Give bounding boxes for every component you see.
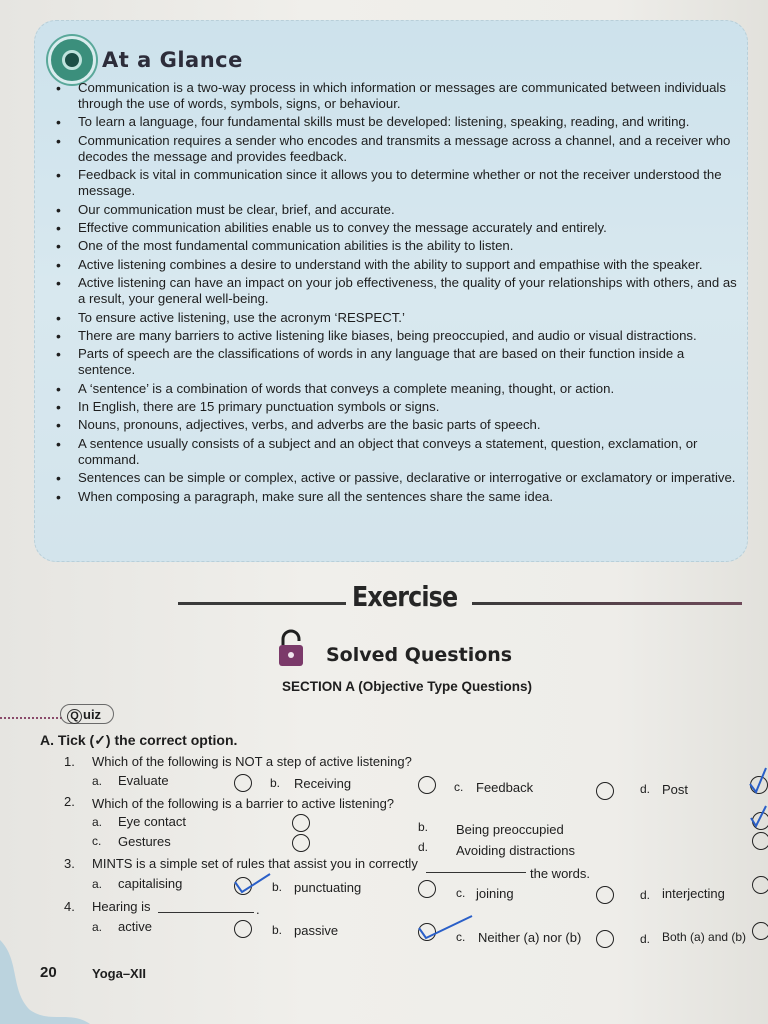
glance-point: • Our communication must be clear, brief, and accurate. [52,202,744,218]
option-letter: d. [640,782,651,796]
glance-point: • To ensure active listening, use the acronym ‘RESPECT.’ [52,310,744,326]
option-letter: c. [456,886,466,900]
option-letter: d. [640,932,651,946]
option-text: Gestures [118,834,171,849]
option-radio[interactable] [292,834,310,852]
option-radio[interactable] [234,920,252,938]
glance-point: • Parts of speech are the classifications of words in any language that are based on their function inside a sentence. [52,346,744,378]
option-radio[interactable] [752,922,768,940]
glance-points [52,80,744,507]
quiz-label: uiz [83,707,102,722]
option-letter: b. [270,776,281,790]
glance-point: • A sentence usually consists of a subject and an object that conveys a statement, question, exclamation, or command. [52,436,744,468]
glance-point: • One of the most fundamental communication abilities is the ability to listen. [52,238,744,254]
option-text: Avoiding distractions [456,843,575,858]
option-radio[interactable] [234,774,252,792]
option-text: Neither (a) nor (b) [478,930,582,945]
glance-point: • Communication is a two-way process in which information or messages are communicated between individuals through the use of words, symbols, signs, or behaviour. [52,80,744,112]
option-radio[interactable] [418,880,436,898]
question-text: MINTS is a simple set of rules that assist you in correctly [92,856,418,871]
divider-left [178,602,346,605]
option-text: Feedback [476,780,534,795]
question-text-end: . [256,902,260,917]
option-radio[interactable] [292,814,310,832]
option-text: Evaluate [118,773,169,788]
glance-title: At a Glance [102,48,243,72]
glance-point: • In English, there are 15 primary punctuation symbols or signs. [52,399,744,415]
question-number: 1. [64,754,75,769]
question-number: 3. [64,856,75,871]
quiz-q-glyph: Q [67,709,82,724]
option-radio[interactable] [752,876,768,894]
option-radio[interactable] [596,886,614,904]
option-radio[interactable] [596,782,614,800]
book-title: Yoga–XII [92,966,146,981]
option-letter: c. [92,834,102,848]
solved-questions-title: Solved Questions [326,644,513,666]
exercise-title: Exercise [352,580,458,613]
option-letter: c. [456,930,466,944]
option-letter: b. [418,820,429,834]
tick-mark-icon [748,766,768,796]
option-text: joining [476,886,514,901]
divider-right [472,602,742,605]
glance-point: • Sentences can be simple or complex, active or passive, declarative or interrogative or exclamatory or imperative. [52,470,744,486]
option-letter: c. [454,780,464,794]
lock-icon [276,628,306,668]
option-text: Being preoccupied [456,822,564,837]
option-text: interjecting [662,886,725,901]
question-text: Which of the following is a barrier to active listening? [92,796,395,811]
answer-blank [426,872,526,873]
option-letter: a. [92,877,103,891]
option-letter: d. [640,888,651,902]
option-letter: b. [272,923,283,937]
option-text: Receiving [294,776,352,791]
option-text: passive [294,923,339,938]
glance-point: • Active listening combines a desire to understand with the ability to support and empathise with the speaker. [52,257,744,273]
glance-point: • Communication requires a sender who encodes and transmits a message across a channel, and a receiver who decodes the message and provides feedback. [52,133,744,165]
part-a-heading: A. Tick (✓) the correct option. [40,732,238,748]
option-text: Post [662,782,689,797]
option-text: punctuating [294,880,362,895]
option-radio[interactable] [752,832,768,850]
option-text: Eye contact [118,814,186,829]
option-radio[interactable] [418,776,436,794]
glance-point: • Active listening can have an impact on your job effectiveness, the quality of your relationships with others, and as a result, your general well-being. [52,275,744,307]
page-number: 20 [40,964,57,981]
section-heading: SECTION A (Objective Type Questions) [282,679,533,694]
option-text: capitalising [118,876,183,891]
option-text: active [118,919,152,934]
glance-point: • A ‘sentence’ is a combination of words that conveys a complete meaning, thought, or action. [52,381,744,397]
question-text: Hearing is [92,899,151,914]
option-text: Both (a) and (b) [662,930,747,944]
glance-point: • When composing a paragraph, make sure all the sentences share the same idea. [52,489,744,505]
option-letter: a. [92,774,103,788]
glance-point: • Effective communication abilities enable us to convey the message accurately and entirely. [52,220,744,236]
answer-blank [158,912,254,913]
target-icon [48,36,96,84]
option-letter: a. [92,920,103,934]
question-number: 2. [64,794,75,809]
question-text-end: the words. [530,866,590,881]
option-radio[interactable] [596,930,614,948]
question-number: 4. [64,899,75,914]
option-letter: b. [272,880,283,894]
option-letter: d. [418,840,429,854]
tick-mark-icon [232,870,272,896]
glance-point: • Feedback is vital in communication since it allows you to determine whether or not the receiver understood the message. [52,167,744,199]
tick-mark-icon [748,804,768,830]
quiz-badge [60,704,114,724]
glance-point: • To learn a language, four fundamental skills must be developed: listening, speaking, reading, and writing. [52,114,744,130]
glance-point: • Nouns, pronouns, adjectives, verbs, and adverbs are the basic parts of speech. [52,417,744,433]
option-letter: a. [92,815,103,829]
question-text: Which of the following is NOT a step of active listening? [92,754,412,769]
quiz-dotted-line [0,717,62,719]
glance-point: • There are many barriers to active listening like biases, being preoccupied, and audio or visual distractions. [52,328,744,344]
